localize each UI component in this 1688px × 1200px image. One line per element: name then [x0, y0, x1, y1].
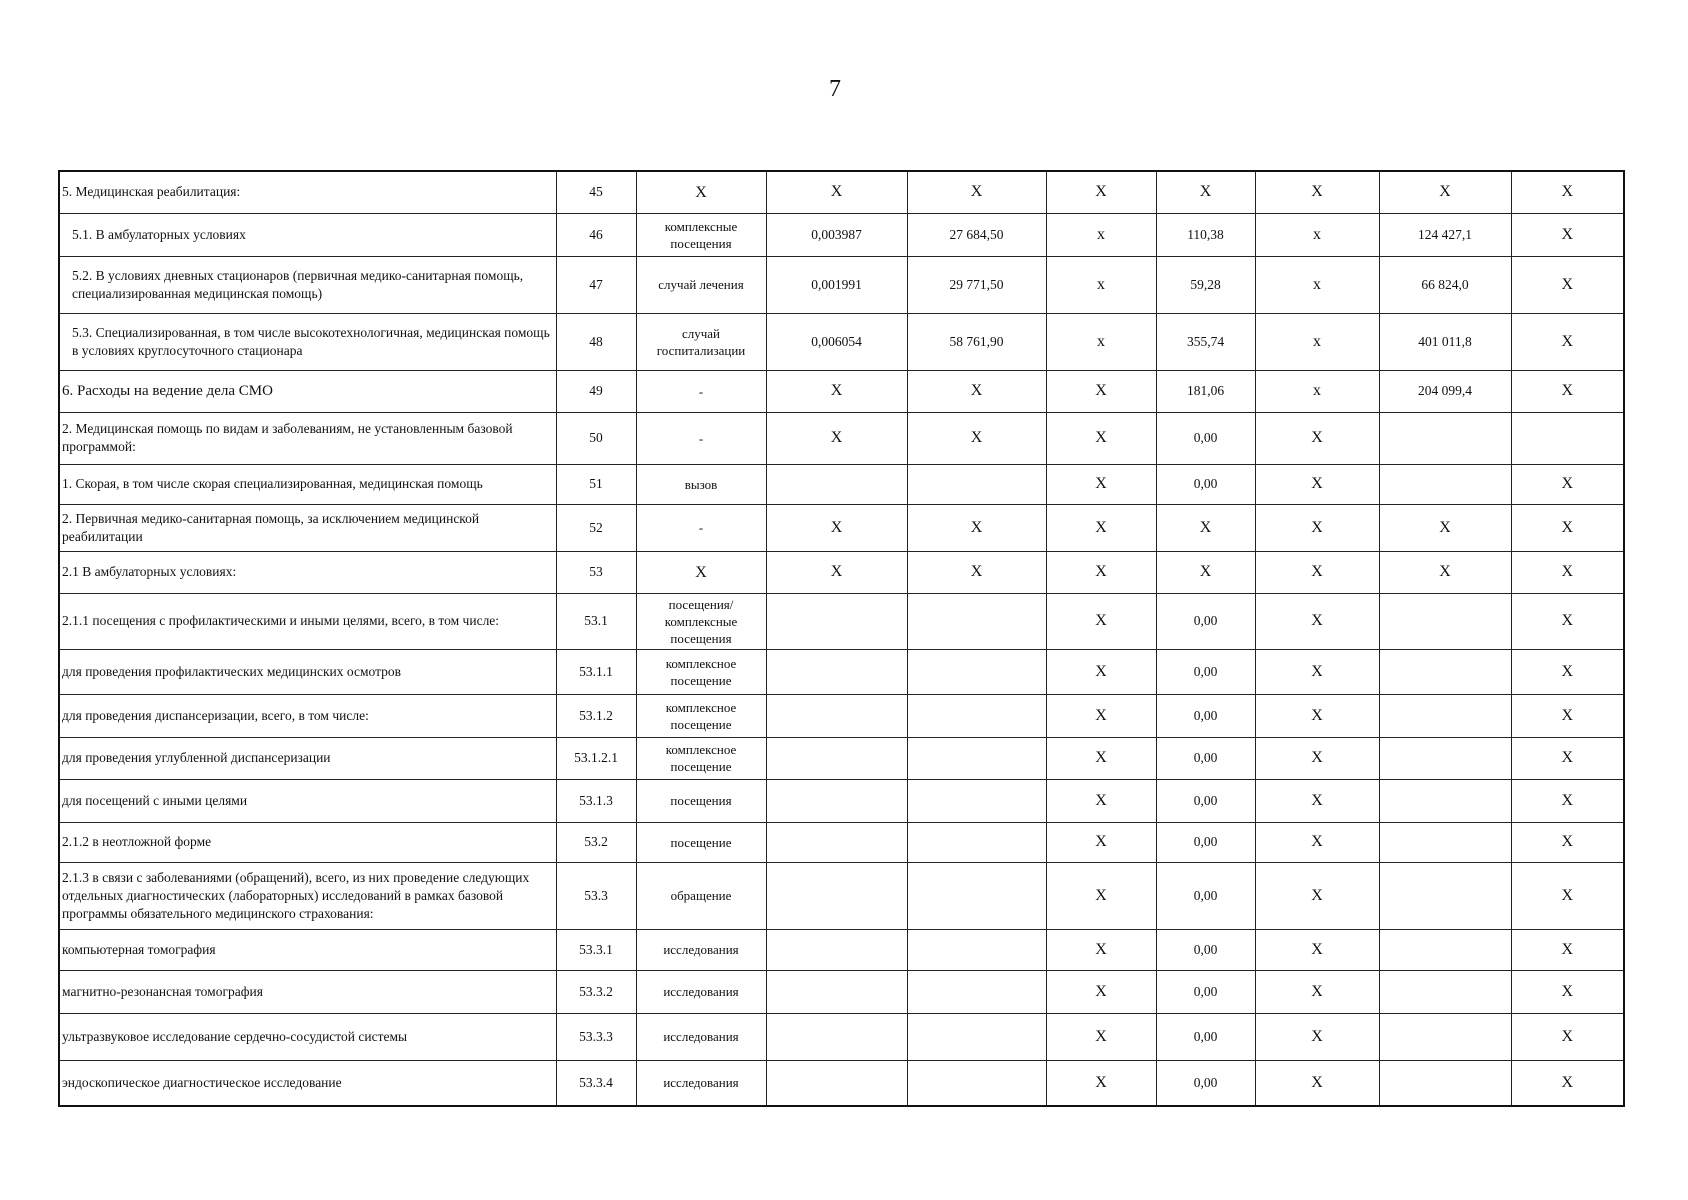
table-cell-col-6 [1379, 822, 1511, 862]
table-cell-unit-of-measure: посещение [636, 822, 766, 862]
table-cell-col-2 [907, 1060, 1046, 1106]
table-cell-row-name: 5. Медицинская реабилитация: [59, 171, 556, 213]
table-cell-row-name: для посещений с иными целями [59, 779, 556, 822]
table-cell-row-number: 53.3.4 [556, 1060, 636, 1106]
table-cell-col-3: X [1046, 412, 1156, 464]
table-cell-col-6: 401 011,8 [1379, 313, 1511, 370]
table-cell-unit-of-measure: вызов [636, 464, 766, 504]
table-cell-col-6 [1379, 694, 1511, 737]
table-row [59, 171, 1624, 213]
table-row [59, 779, 1624, 822]
table-cell-col-1: X [766, 370, 907, 412]
table-cell-col-2 [907, 649, 1046, 694]
table-cell-col-2 [907, 1013, 1046, 1060]
table-cell-row-name: эндоскопическое диагностическое исследование [59, 1060, 556, 1106]
table-cell-col-7: X [1511, 551, 1624, 593]
table-cell-row-name: 2.1.1 посещения с профилактическими и иными целями, всего, в том числе: [59, 593, 556, 649]
table-cell-col-7: X [1511, 313, 1624, 370]
table-cell-col-6 [1379, 970, 1511, 1013]
table-cell-col-2 [907, 464, 1046, 504]
table-cell-col-6 [1379, 649, 1511, 694]
table-cell-col-4: X [1156, 504, 1255, 551]
table-cell-col-2 [907, 862, 1046, 929]
table-cell-col-1 [766, 464, 907, 504]
table-cell-col-6 [1379, 862, 1511, 929]
table-cell-col-4: 0,00 [1156, 970, 1255, 1013]
table-cell-col-7: X [1511, 464, 1624, 504]
table-cell-col-1 [766, 779, 907, 822]
table-cell-col-3: X [1046, 504, 1156, 551]
table-cell-col-4: 0,00 [1156, 649, 1255, 694]
table-cell-unit-of-measure: исследования [636, 970, 766, 1013]
table-cell-row-number: 49 [556, 370, 636, 412]
table-cell-col-7: X [1511, 504, 1624, 551]
table-cell-col-5: x [1255, 370, 1379, 412]
table-row [59, 929, 1624, 970]
table-row [59, 551, 1624, 593]
table-cell-col-5: X [1255, 1060, 1379, 1106]
table-cell-col-6 [1379, 737, 1511, 779]
table-cell-col-7: X [1511, 1013, 1624, 1060]
table-cell-unit-of-measure: случай лечения [636, 256, 766, 313]
table-cell-col-5: X [1255, 412, 1379, 464]
table-cell-col-5: X [1255, 593, 1379, 649]
table-cell-col-7: X [1511, 370, 1624, 412]
table-cell-col-4: X [1156, 171, 1255, 213]
table-row [59, 694, 1624, 737]
table-cell-row-number: 47 [556, 256, 636, 313]
table-cell-col-3: X [1046, 862, 1156, 929]
table-cell-col-2: 29 771,50 [907, 256, 1046, 313]
table-cell-col-4: 0,00 [1156, 779, 1255, 822]
table-cell-col-3: X [1046, 171, 1156, 213]
table-cell-unit-of-measure: посещения [636, 779, 766, 822]
table-cell-row-name: компьютерная томография [59, 929, 556, 970]
page-number: 7 [829, 76, 841, 102]
table-cell-row-name: 1. Скорая, в том числе скорая специализированная, медицинская помощь [59, 464, 556, 504]
table-cell-col-3: x [1046, 313, 1156, 370]
table-cell-row-name: 2.1 В амбулаторных условиях: [59, 551, 556, 593]
table-row [59, 464, 1624, 504]
table-cell-col-3: X [1046, 970, 1156, 1013]
table-cell-row-name: для проведения диспансеризации, всего, в том числе: [59, 694, 556, 737]
table-row [59, 256, 1624, 313]
table-cell-col-7: X [1511, 171, 1624, 213]
table-cell-col-3: X [1046, 370, 1156, 412]
table-cell-col-5: x [1255, 256, 1379, 313]
table-cell-unit-of-measure: исследования [636, 1013, 766, 1060]
table-cell-col-5: X [1255, 862, 1379, 929]
table-cell-row-name: ультразвуковое исследование сердечно-сосудистой системы [59, 1013, 556, 1060]
table-cell-unit-of-measure: X [636, 551, 766, 593]
table-cell-col-6: 66 824,0 [1379, 256, 1511, 313]
table-cell-col-5: X [1255, 737, 1379, 779]
table-cell-col-5: X [1255, 649, 1379, 694]
table-cell-col-3: X [1046, 1060, 1156, 1106]
table-cell-col-6 [1379, 1060, 1511, 1106]
table-cell-col-1: X [766, 171, 907, 213]
table-cell-col-6 [1379, 593, 1511, 649]
table-cell-col-7: X [1511, 862, 1624, 929]
table-cell-col-5: X [1255, 929, 1379, 970]
table-cell-col-5: X [1255, 551, 1379, 593]
table-cell-col-6 [1379, 1013, 1511, 1060]
table-cell-col-5: X [1255, 1013, 1379, 1060]
table-cell-col-2 [907, 694, 1046, 737]
table-cell-col-4: 0,00 [1156, 737, 1255, 779]
table-cell-col-2: 27 684,50 [907, 213, 1046, 256]
table-cell-col-3: X [1046, 1013, 1156, 1060]
table-cell-row-number: 48 [556, 313, 636, 370]
table-cell-col-3: X [1046, 822, 1156, 862]
table-cell-col-2: X [907, 551, 1046, 593]
table-cell-col-4: X [1156, 551, 1255, 593]
table-cell-row-name: 2. Первичная медико-санитарная помощь, за исключением медицинской реабилитации [59, 504, 556, 551]
table-cell-row-name: для проведения углубленной диспансеризации [59, 737, 556, 779]
table-cell-row-number: 53.3.3 [556, 1013, 636, 1060]
table-cell-col-4: 0,00 [1156, 862, 1255, 929]
table-cell-col-1: X [766, 551, 907, 593]
table-cell-col-3: X [1046, 649, 1156, 694]
table-cell-col-3: X [1046, 593, 1156, 649]
table-cell-col-4: 0,00 [1156, 1060, 1255, 1106]
table-cell-col-4: 110,38 [1156, 213, 1255, 256]
table-cell-unit-of-measure: исследования [636, 1060, 766, 1106]
table-cell-col-5: x [1255, 213, 1379, 256]
table-cell-col-4: 0,00 [1156, 464, 1255, 504]
table-cell-row-number: 53 [556, 551, 636, 593]
table-cell-row-number: 45 [556, 171, 636, 213]
table-cell-col-3: X [1046, 464, 1156, 504]
table-cell-unit-of-measure: посещения/комплексные посещения [636, 593, 766, 649]
table-cell-row-name: 2. Медицинская помощь по видам и заболеваниям, не установленным базовой программой: [59, 412, 556, 464]
table-cell-row-number: 52 [556, 504, 636, 551]
table-cell-col-1: X [766, 504, 907, 551]
table-row [59, 1060, 1624, 1106]
table-cell-col-3: x [1046, 256, 1156, 313]
table-cell-unit-of-measure: обращение [636, 862, 766, 929]
table-cell-unit-of-measure: - [636, 504, 766, 551]
table-cell-col-7: X [1511, 256, 1624, 313]
table-cell-row-name: 6. Расходы на ведение дела СМО [59, 370, 556, 412]
table-cell-col-1 [766, 1013, 907, 1060]
table-cell-row-number: 53.1.1 [556, 649, 636, 694]
table-cell-unit-of-measure: комплексное посещение [636, 649, 766, 694]
table-cell-col-2: 58 761,90 [907, 313, 1046, 370]
table-cell-row-name: 5.1. В амбулаторных условиях [59, 213, 556, 256]
table-cell-col-4: 0,00 [1156, 929, 1255, 970]
table-row [59, 822, 1624, 862]
table-row [59, 1013, 1624, 1060]
table-row [59, 412, 1624, 464]
table-cell-col-7: X [1511, 649, 1624, 694]
table-cell-col-5: X [1255, 464, 1379, 504]
table-cell-col-3: X [1046, 694, 1156, 737]
table-cell-col-6: X [1379, 551, 1511, 593]
table-cell-col-1: 0,003987 [766, 213, 907, 256]
table-cell-row-number: 53.1.2 [556, 694, 636, 737]
table-cell-row-number: 53.1 [556, 593, 636, 649]
table-cell-row-number: 53.1.2.1 [556, 737, 636, 779]
table-cell-col-2 [907, 970, 1046, 1013]
table-cell-col-7 [1511, 412, 1624, 464]
table-cell-col-6 [1379, 412, 1511, 464]
table-cell-col-5: X [1255, 970, 1379, 1013]
table-cell-unit-of-measure: - [636, 370, 766, 412]
table-cell-col-4: 0,00 [1156, 694, 1255, 737]
table-cell-col-7: X [1511, 822, 1624, 862]
table-cell-col-2 [907, 929, 1046, 970]
table-cell-row-name: для проведения профилактических медицинских осмотров [59, 649, 556, 694]
table-cell-col-1 [766, 929, 907, 970]
table-cell-col-5: x [1255, 313, 1379, 370]
table-cell-col-6 [1379, 779, 1511, 822]
table-cell-row-name: 5.3. Специализированная, в том числе высокотехнологичная, медицинская помощь в условиях круглосуточного стационара [59, 313, 556, 370]
table-cell-unit-of-measure: комплексное посещение [636, 737, 766, 779]
table-cell-col-2: X [907, 370, 1046, 412]
table-cell-col-7: X [1511, 779, 1624, 822]
table-cell-col-2 [907, 822, 1046, 862]
table-cell-col-4: 0,00 [1156, 593, 1255, 649]
table-cell-row-number: 53.3 [556, 862, 636, 929]
table-cell-col-4: 0,00 [1156, 1013, 1255, 1060]
table-cell-col-1 [766, 649, 907, 694]
table-cell-col-4: 0,00 [1156, 822, 1255, 862]
table-cell-col-7: X [1511, 694, 1624, 737]
table-row [59, 504, 1624, 551]
table-cell-row-number: 53.2 [556, 822, 636, 862]
table-cell-col-3: X [1046, 551, 1156, 593]
table-cell-col-2 [907, 737, 1046, 779]
table-cell-col-7: X [1511, 970, 1624, 1013]
table-cell-col-7: X [1511, 737, 1624, 779]
table-cell-unit-of-measure: - [636, 412, 766, 464]
table-cell-col-7: X [1511, 929, 1624, 970]
table-row [59, 593, 1624, 649]
table-cell-col-2: X [907, 171, 1046, 213]
table-row [59, 313, 1624, 370]
table-cell-col-4: 181,06 [1156, 370, 1255, 412]
table-cell-row-number: 50 [556, 412, 636, 464]
table-cell-col-6: X [1379, 171, 1511, 213]
table-cell-row-number: 53.3.1 [556, 929, 636, 970]
table-cell-col-1: 0,006054 [766, 313, 907, 370]
table-cell-col-6 [1379, 464, 1511, 504]
table-cell-col-1 [766, 970, 907, 1013]
table-cell-col-4: 0,00 [1156, 412, 1255, 464]
table-cell-col-2 [907, 779, 1046, 822]
table-cell-col-5: X [1255, 504, 1379, 551]
table-cell-col-7: X [1511, 213, 1624, 256]
table-cell-col-3: x [1046, 213, 1156, 256]
table-cell-col-4: 355,74 [1156, 313, 1255, 370]
table-cell-col-4: 59,28 [1156, 256, 1255, 313]
table-cell-unit-of-measure: комплексные посещения [636, 213, 766, 256]
table-cell-col-7: X [1511, 593, 1624, 649]
table-cell-col-2 [907, 593, 1046, 649]
table-cell-col-2: X [907, 412, 1046, 464]
table-cell-col-6: 124 427,1 [1379, 213, 1511, 256]
table-row [59, 213, 1624, 256]
table-cell-row-number: 53.3.2 [556, 970, 636, 1013]
table-cell-col-1 [766, 1060, 907, 1106]
table-row [59, 370, 1624, 412]
table-body [59, 171, 1624, 1106]
table-cell-col-1 [766, 822, 907, 862]
table-cell-row-name: магнитно-резонансная томография [59, 970, 556, 1013]
table-row [59, 737, 1624, 779]
table-cell-col-3: X [1046, 737, 1156, 779]
table-row [59, 970, 1624, 1013]
table-cell-col-1: 0,001991 [766, 256, 907, 313]
table-cell-col-7: X [1511, 1060, 1624, 1106]
table-cell-col-5: X [1255, 822, 1379, 862]
table-cell-row-name: 5.2. В условиях дневных стационаров (первичная медико-санитарная помощь, специализированная медицинская помощь) [59, 256, 556, 313]
table-cell-col-5: X [1255, 171, 1379, 213]
table-cell-col-6 [1379, 929, 1511, 970]
table-cell-col-3: X [1046, 929, 1156, 970]
table-row [59, 862, 1624, 929]
table-cell-unit-of-measure: X [636, 171, 766, 213]
table-cell-col-5: X [1255, 779, 1379, 822]
table-cell-col-6: X [1379, 504, 1511, 551]
data-table [58, 170, 1625, 1107]
table-cell-col-1 [766, 593, 907, 649]
table-cell-row-number: 51 [556, 464, 636, 504]
table-cell-row-number: 53.1.3 [556, 779, 636, 822]
table-cell-row-number: 46 [556, 213, 636, 256]
table-cell-col-5: X [1255, 694, 1379, 737]
table-cell-row-name: 2.1.3 в связи с заболеваниями (обращений), всего, из них проведение следующих отдельных диагностических (лабораторных) исследований в рамках базовой программы обязательного медицинского страхования: [59, 862, 556, 929]
table-cell-col-1: X [766, 412, 907, 464]
table-cell-col-1 [766, 737, 907, 779]
table-cell-row-name: 2.1.2 в неотложной форме [59, 822, 556, 862]
table-cell-col-1 [766, 862, 907, 929]
table-cell-unit-of-measure: исследования [636, 929, 766, 970]
table-cell-col-6: 204 099,4 [1379, 370, 1511, 412]
table-cell-col-3: X [1046, 779, 1156, 822]
table-cell-unit-of-measure: комплексное посещение [636, 694, 766, 737]
table-cell-unit-of-measure: случай госпитализации [636, 313, 766, 370]
table-row [59, 649, 1624, 694]
table-cell-col-1 [766, 694, 907, 737]
table-cell-col-2: X [907, 504, 1046, 551]
